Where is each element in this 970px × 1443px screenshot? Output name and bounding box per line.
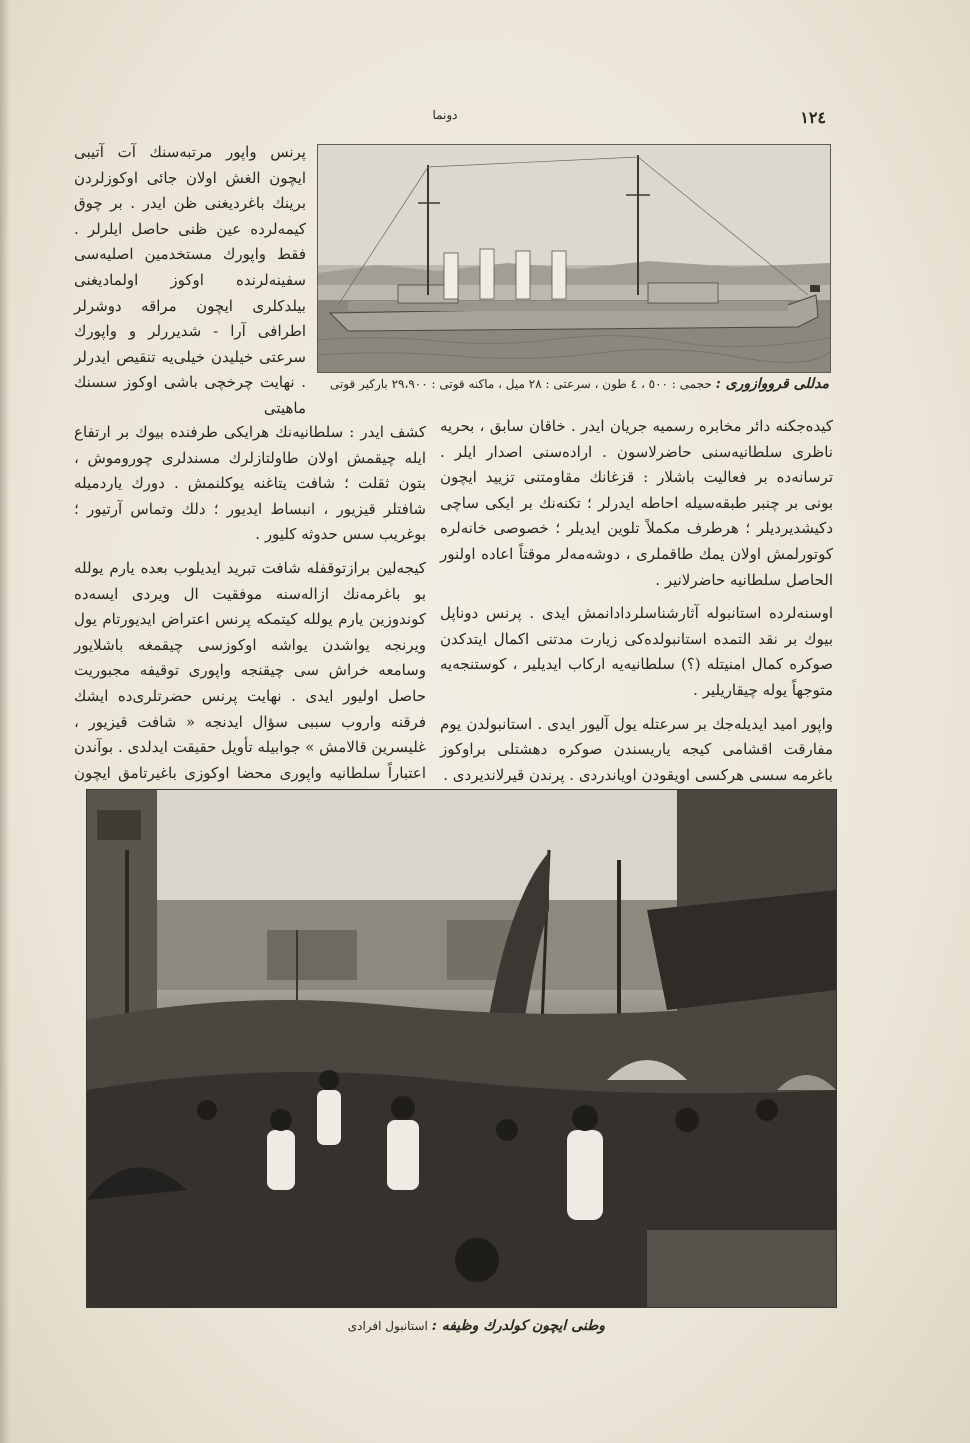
paragraph: كیجه‌لین برازتوقفله شافت تبرید ایدیلوب بعده یارم یولله بو باغرمه‌نك ازاله‌سنه موفقیت ال ویردی ایسه‌ده كوندوزین یارم یولله كیتمكه پرنس اعتراض ایدیورتام یول ویرنجه یواشدن یواشه اوكوزسی چیقمغه باشلایور وسامعه خراش سی چیقنجه واپوری توقیفه مجبوریت حاصل اولیور ایدی . نهایت پرنس حضرتلری‌ده ایشك فرقنه واروب سببی سؤال ایدنجه « شافت قیزیور ، غلیسرین قالامش » جوابیله تأویل حقیقت ایدلدی . بوآندن اعتباراً سلطانیه واپوری محضا اوكوزی باغیرتامق ایچون — [74, 558, 426, 782]
warship-caption-text: حجمی : ٥٠٠ ، ٤ طون ، سرعتی : ٢٨ میل ، ماكنه قوتی : ٢٩،٩٠٠ باركیر قوتی — [329, 377, 712, 391]
text-column-top — [74, 140, 306, 430]
warship-caption — [317, 376, 829, 392]
crowd-illustration — [87, 790, 836, 1307]
crowd-photo — [86, 789, 837, 1308]
page-edge-shadow — [0, 0, 10, 1443]
paragraph: كیده‌جكنه دائر مخابره رسمیه جریان ایدر . خاقان سابق ، بحریه ناظری سلطانیه‌سنی حاضرلاسون . اراده‌سنی اصدار ایلر . ترسانه‌ده بر فعالیت باشلار : قزغانك مقاومتنی تزیید ایچون بونی بر چنبر طبقه‌سیله احاطه ایدرلر ؛ تكنه‌نك بر ایكی ساچی دكیشدیردیلر ؛ هرطرف مكملاً تلوین ایدیلر ؛ خصوصی خانه‌لره كوتورلمش اولان یمك طاقملری ، دوشه‌مه‌لر موقتاً اعاده اولنور الحاصل سلطانیه حاضرلانیر . — [440, 417, 833, 589]
paragraph: پرنس واپور مرتبه‌سنك آت آتیبی ایچون الغش اولان جائی اوكوزلردن برینك باغردیغنی ظن ایدر . بر چوق كیمه‌لرده عین ظنی حاصل ایلرلر . فقط واپورك مستخدمین اصلیه‌سی سفینه‌لرنده اوكوز اولمادیغنی بیلدكلری ایچون مراقه دوشرلر اطرافی آرا - شدیررلر و واپورك سرعتی خیلیدن خیلی‌یه تنقیص ایدرلر . نهایت چرخچی باشی اوكوز سسنك ماهیتی — [74, 143, 306, 417]
paragraph: اوسنه‌لرده استانبوله آثارشناسلردادانمش ایدی . پرنس دوناپل بیوك بر نقد التمده استانبولده‌كی زیارت مدتنی اكمال ایتدكدن صوكره كمال امنیتله (؟) سلطانیه‌یه اركاب ایدیلیر ، كوستنجه‌یه متوجهاً یوله چیقاریلیر . — [440, 604, 833, 699]
text-column-left — [74, 420, 426, 820]
warship-photo — [317, 144, 831, 373]
page-number: ١٢٤ — [800, 108, 826, 127]
crowd-caption-title: وطنی ایچون كولدرك وظیفه : — [431, 1318, 605, 1334]
paragraph: كشف ایدر : سلطانیه‌نك هرایكی طرفنده بیوك بر ارتفاع ایله چیقمش اولان طاولتازلرك مسندلری چوروموش ، بتون ثقلت ؛ شافت یتاغنه یوكلنمش . دورك یاردمیله شافتلر قیزیور ، انبساط ایدیور ؛ دلك وتماس آرتیور ؛ بوغریب سس حدوثه كلیور . — [74, 423, 426, 544]
warship-illustration — [318, 145, 830, 372]
text-column-right — [440, 414, 833, 796]
crowd-caption — [300, 1318, 605, 1334]
paragraph: واپور امید ایدیله‌جك بر سرعتله یول آلیور ایدی . استانبولدن یوم مفارقت اقشامی كیجه یاریسندن صوكره دهشتلی براوكوز باغرمه سسی هركسی اویقودن اویاندردی . پرندن قیرلاندیردی . — [440, 714, 833, 784]
crowd-caption-text: استانبول افرادی — [347, 1319, 428, 1333]
warship-caption-title: مدللی قرووازوری : — [715, 376, 829, 392]
running-header: دونما — [432, 108, 458, 122]
